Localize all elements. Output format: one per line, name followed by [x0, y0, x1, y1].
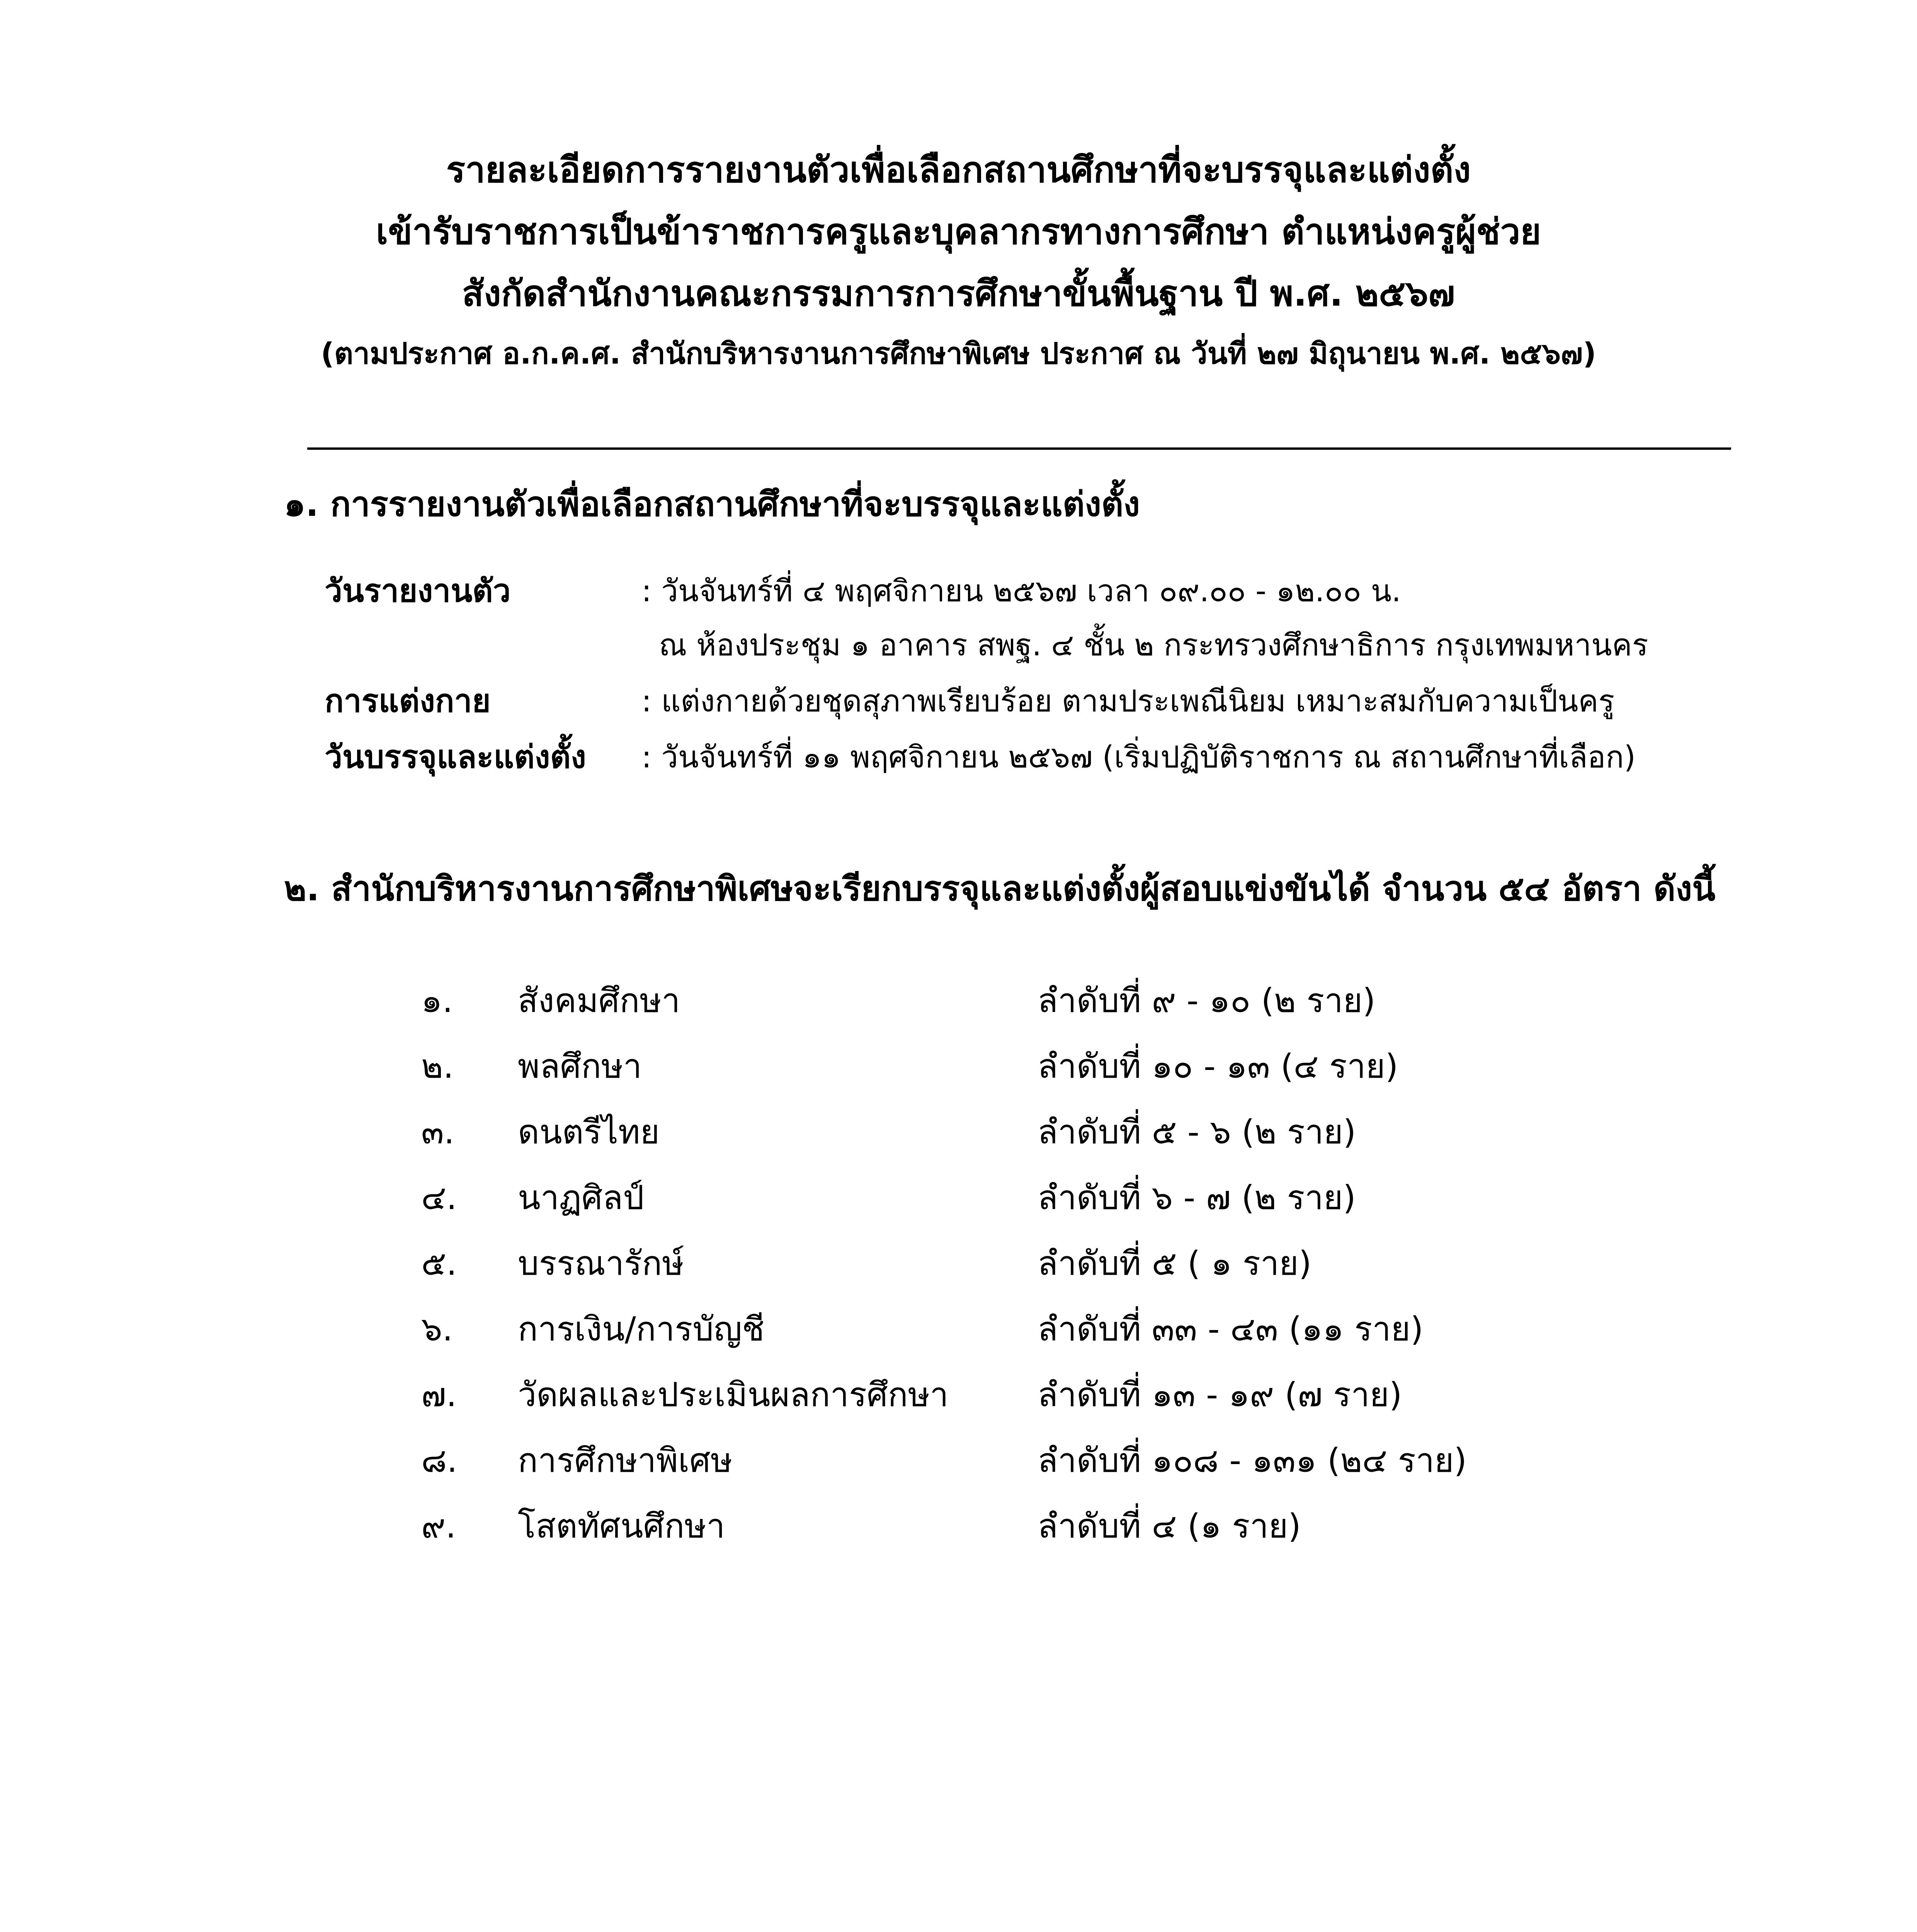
appointment-date-value: : วันจันทร์ที่ ๑๑ พฤศจิกายน ๒๕๖๗ (เริ่มปฏิบัติราชการ ณ สถานศึกษาที่เลือก): [641, 740, 1636, 775]
item-subject: บรรณารักษ์: [518, 1244, 684, 1283]
list-item: [0, 1306, 1917, 1372]
header-reference-line: (ตามประกาศ อ.ก.ค.ศ. สำนักบริหารงานการศึกษาพิเศษ ประกาศ ณ วันที่ ๒๗ มิถุนายน พ.ศ. ๒๕๖๗): [321, 336, 1596, 371]
item-number: ๔.: [421, 1179, 457, 1217]
item-subject: สังคมศึกษา: [518, 981, 680, 1020]
item-subject: นาฏศิลป์: [518, 1179, 644, 1217]
section-2-title: ๒. สำนักบริหารงานการศึกษาพิเศษจะเรียกบรรจุและแต่งตั้งผู้สอบแข่งขันได้ จำนวน ๕๔ อัตรา ดังนี้: [284, 869, 1716, 908]
item-subject: โสตทัศนศึกษา: [518, 1507, 725, 1546]
item-rank: ลำดับที่ ๑๐ - ๑๓ (๔ ราย): [1038, 1047, 1398, 1086]
document-header: [0, 139, 1917, 383]
item-rank: ลำดับที่ ๔ (๑ ราย): [1038, 1507, 1301, 1546]
list-item: [0, 1175, 1917, 1240]
item-rank: ลำดับที่ ๙ - ๑๐ (๒ ราย): [1038, 981, 1376, 1020]
subject-list: [0, 978, 1917, 1569]
item-number: ๕.: [421, 1244, 457, 1283]
list-item: [0, 1109, 1917, 1175]
list-item: [0, 1503, 1917, 1569]
header-divider: [307, 447, 1731, 450]
item-rank: ลำดับที่ ๑๐๘ - ๑๓๑ (๒๔ ราย): [1038, 1441, 1467, 1480]
list-item: [0, 1437, 1917, 1503]
item-number: ๘.: [421, 1441, 458, 1480]
item-rank: ลำดับที่ ๕ - ๖ (๒ ราย): [1038, 1113, 1356, 1151]
list-item: [0, 1372, 1917, 1437]
list-item: [0, 1043, 1917, 1109]
item-number: ๖.: [421, 1310, 453, 1349]
item-rank: ลำดับที่ ๕ ( ๑ ราย): [1038, 1244, 1312, 1283]
list-item: [0, 978, 1917, 1043]
dress-code-value: : แต่งกายด้วยชุดสุภาพเรียบร้อย ตามประเพณีนิยม เหมาะสมกับความเป็นครู: [641, 684, 1615, 719]
item-number: ๑.: [421, 981, 453, 1020]
item-number: ๗.: [421, 1376, 457, 1414]
header-title-line-2: เข้ารับราชการเป็นข้าราชการครูและบุคลากรทางการศึกษา ตำแหน่งครูผู้ช่วย: [376, 211, 1541, 252]
item-rank: ลำดับที่ ๖ - ๗ (๒ ราย): [1038, 1179, 1356, 1217]
item-number: ๒.: [421, 1047, 454, 1086]
section-1-title: ๑. การรายงานตัวเพื่อเลือกสถานศึกษาที่จะบรรจุและแต่งตั้ง: [284, 484, 1140, 524]
dress-code-label: การแต่งกาย: [325, 683, 491, 719]
item-number: ๙.: [421, 1507, 456, 1546]
item-subject: วัดผลและประเมินผลการศึกษา: [518, 1376, 949, 1414]
item-subject: การศึกษาพิเศษ: [518, 1441, 733, 1480]
item-subject: ดนตรีไทย: [518, 1113, 660, 1151]
item-number: ๓.: [421, 1113, 455, 1151]
item-rank: ลำดับที่ ๓๓ - ๔๓ (๑๑ ราย): [1038, 1310, 1424, 1349]
item-subject: การเงิน/การบัญชี: [518, 1310, 765, 1349]
report-date-value: : วันจันทร์ที่ ๔ พฤศจิกายน ๒๕๖๗ เวลา ๐๙.๐๐ - ๑๒.๐๐ น.: [641, 574, 1401, 609]
item-rank: ลำดับที่ ๑๓ - ๑๙ (๗ ราย): [1038, 1376, 1402, 1414]
item-subject: พลศึกษา: [518, 1047, 642, 1086]
report-location-value: ณ ห้องประชุม ๑ อาคาร สพฐ. ๔ ชั้น ๒ กระทรวงศึกษาธิการ กรุงเทพมหานคร: [659, 628, 1648, 663]
header-title-line-3: สังกัดสำนักงานคณะกรรมการการศึกษาขั้นพื้นฐาน ปี พ.ศ. ๒๕๖๗: [462, 273, 1455, 314]
header-title-line-1: รายละเอียดการรายงานตัวเพื่อเลือกสถานศึกษาที่จะบรรจุและแต่งตั้ง: [446, 149, 1471, 190]
appointment-date-label: วันบรรจุและแต่งตั้ง: [325, 739, 586, 776]
list-item: [0, 1240, 1917, 1306]
report-date-label: วันรายงานตัว: [325, 573, 511, 609]
